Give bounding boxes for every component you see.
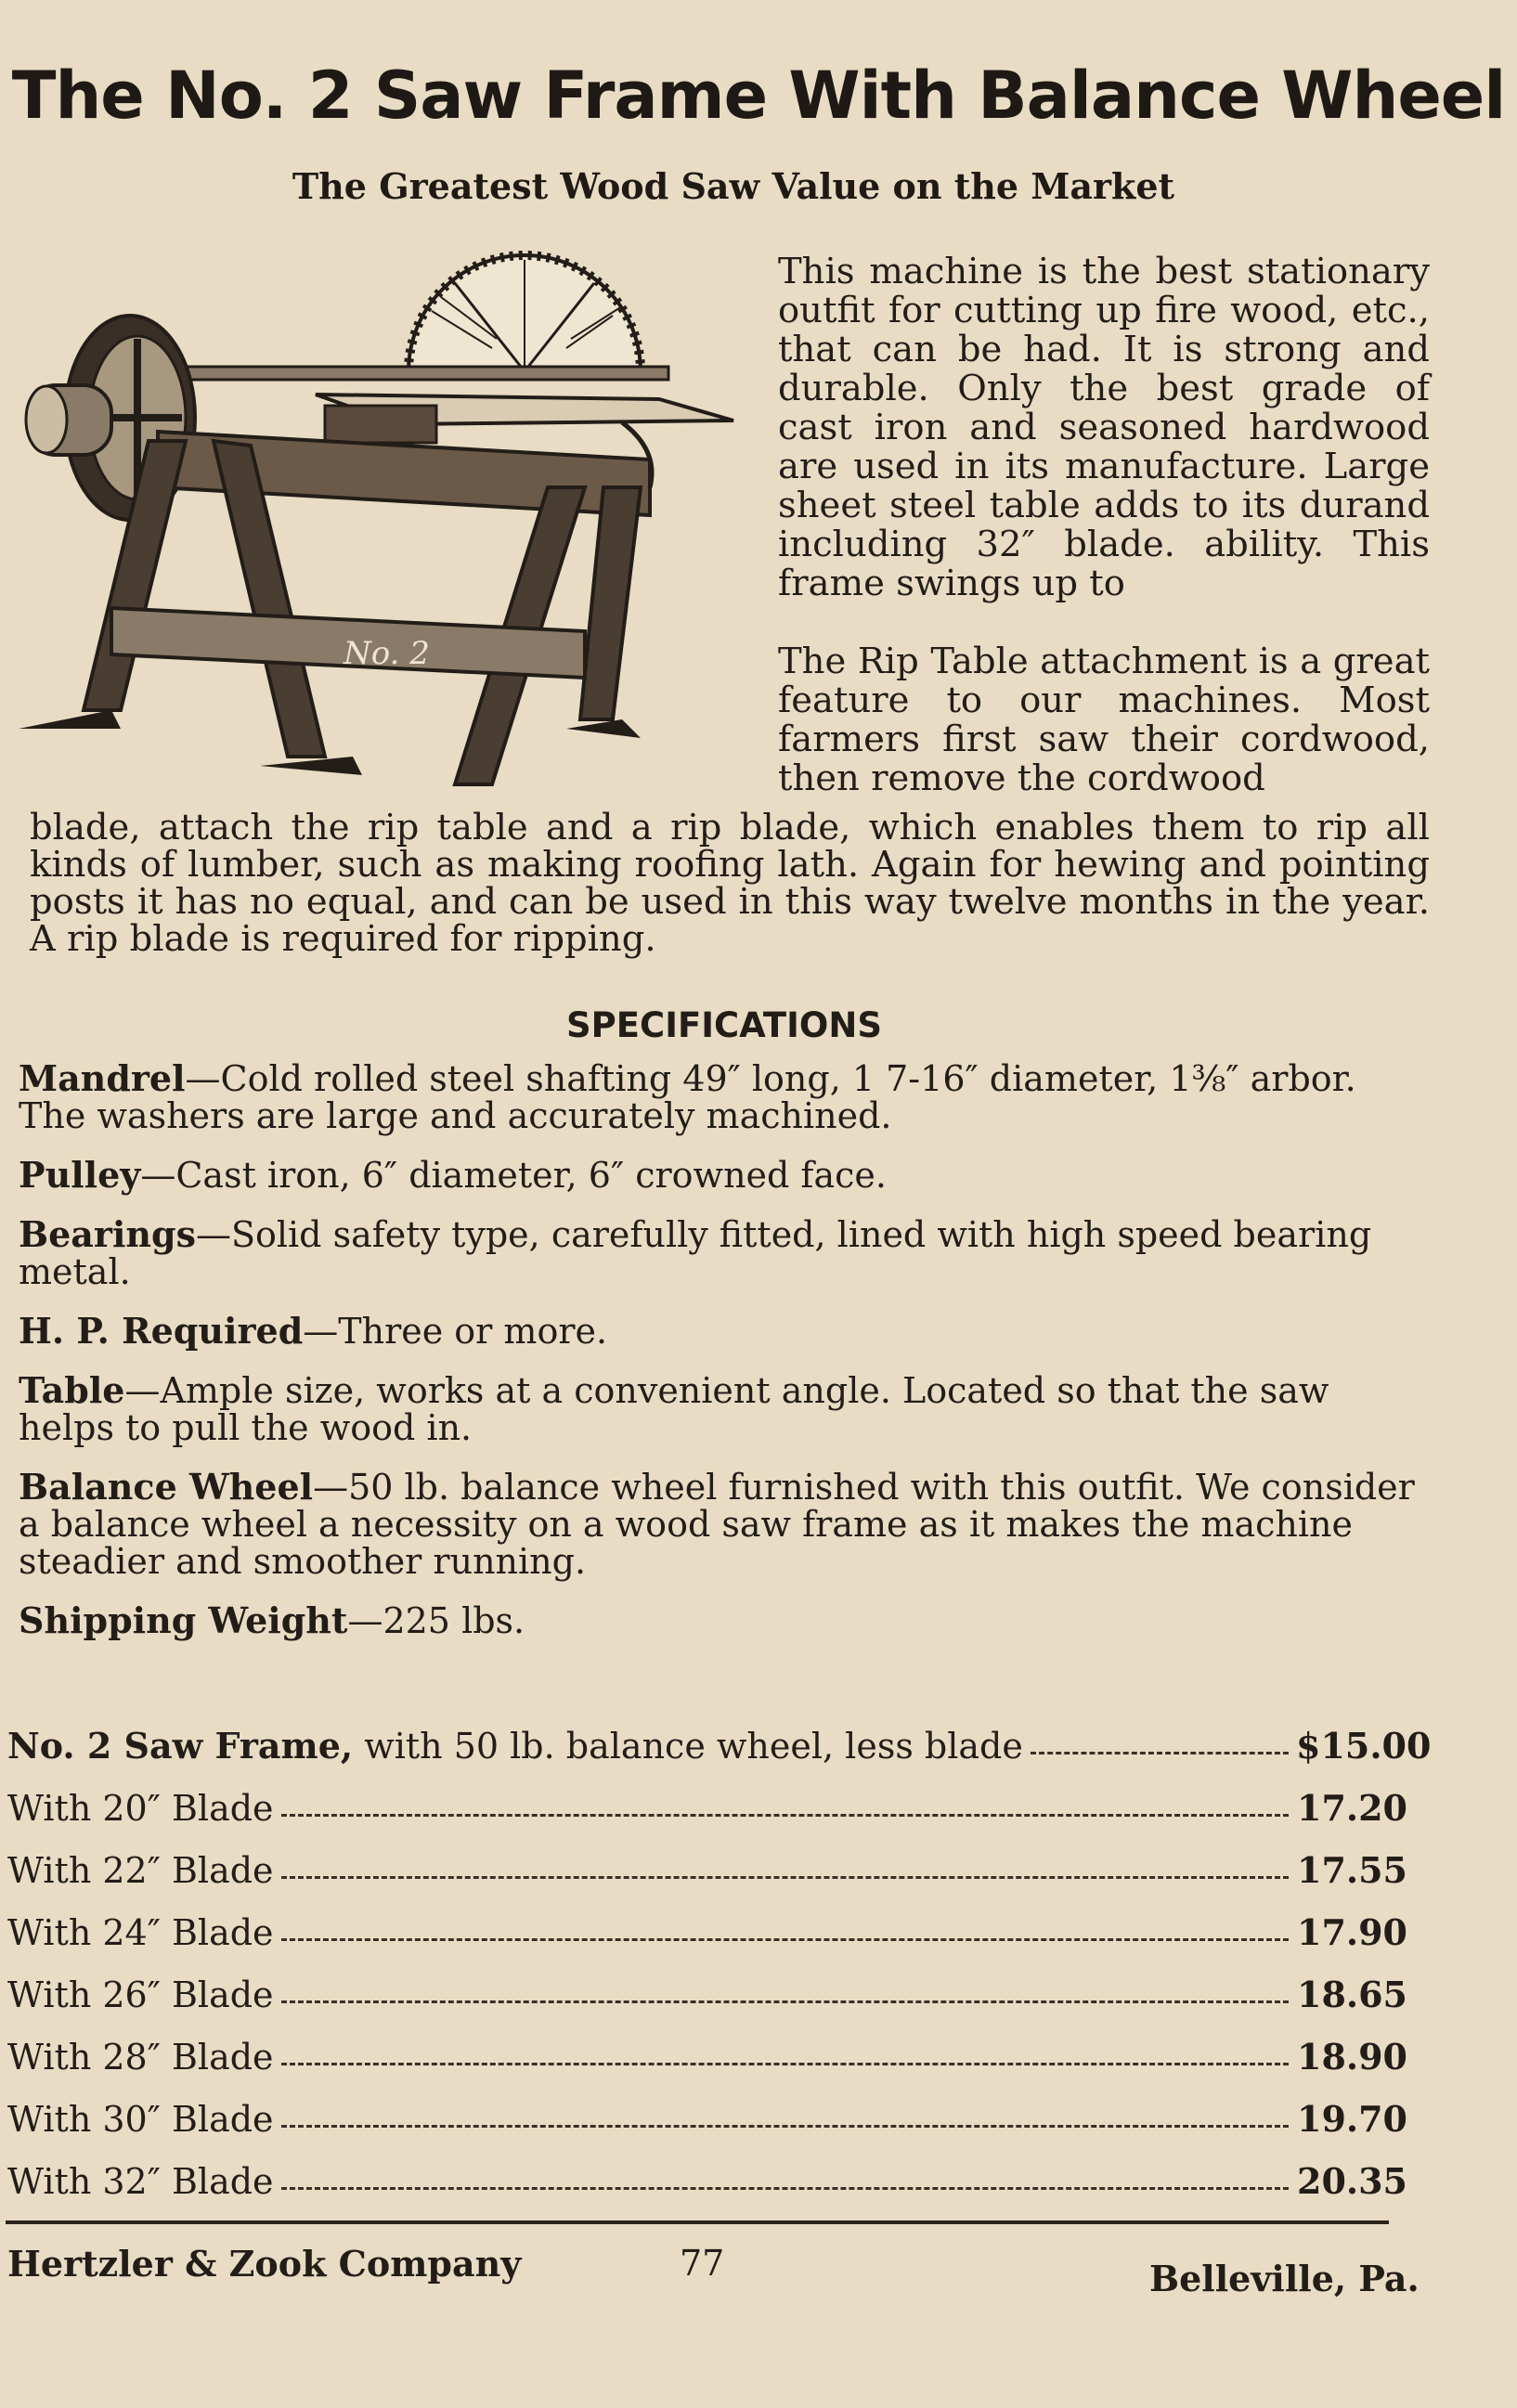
spec-term: Table [19,1369,125,1411]
dot-leader [281,1814,1289,1817]
price-value: 19.70 [1297,2098,1407,2140]
price-label: With 20″ Blade [7,1788,274,1829]
spec-term: Mandrel [19,1057,186,1099]
spec-text: —Solid safety type, carefully fitted, lined with high speed bearing metal. [19,1214,1372,1292]
price-value: 20.35 [1297,2160,1407,2202]
page-subtitle: The Greatest Wood Saw Value on the Market [292,165,1175,207]
price-label: With 30″ Blade [7,2099,274,2140]
saw-blade-icon [408,255,641,371]
dot-leader [1031,1752,1289,1754]
spec-text: —Cold rolled steel shafting 49″ long, 1 7-16″ diameter, 1⅜″ arbor. The washers are large and accurately machined. [19,1058,1356,1136]
price-desc: with 50 lb. balance wheel, less blade [353,1726,1023,1767]
specifications-heading: SPECIFICATIONS [566,1005,882,1045]
footer-rule [6,2220,1389,2224]
spec-term: Pulley [19,1154,141,1196]
price-label [7,1725,1023,1767]
dot-leader [281,2125,1289,2128]
price-value: 17.55 [1297,1849,1407,1891]
price-label: With 24″ Blade [7,1912,274,1953]
spec-item [19,1599,1420,1641]
price-value: 18.65 [1297,1974,1407,2015]
spec-text: —50 lb. balance wheel furnished with this outfit. We consider a balance wheel a necessity on a wood saw frame as it makes the machine steadier and smoother running. [19,1467,1415,1582]
intro-paragraph-2: The Rip Table attachment is a great feature to our machines. Most farmers first saw their cordwood, then remove the cordwood [778,641,1430,799]
frame-plate-text: No. 2 [344,635,430,672]
spec-item [19,1310,1420,1352]
price-term: No. 2 Saw Frame, [7,1725,354,1767]
dot-leader [281,1938,1289,1941]
price-label: With 22″ Blade [7,1850,274,1891]
intro-text [778,252,1430,837]
price-value: 17.90 [1297,1911,1407,1953]
price-row [7,2036,1407,2098]
spec-text: —Three or more. [303,1311,608,1352]
spec-item [19,1213,1420,1292]
intro-paragraph-1: This machine is the best stationary outfit for cutting up fire wood, etc., that can be had. It is strong and durable. Only the best grade of cast iron and seasoned hardwood are used in its manufacture. Large sheet steel table adds to its durand including 32″ blade. ability. This frame swings up to [778,251,1430,604]
dot-leader [281,2000,1289,2003]
page-title: The No. 2 Saw Frame With Balance Wheel [11,58,1506,134]
spec-item [19,1154,1420,1196]
price-label: With 26″ Blade [7,1974,274,2015]
dot-leader [281,2187,1289,2190]
saw-frame-illustration [9,209,752,803]
spec-item [19,1057,1420,1136]
price-row [7,2160,1407,2222]
price-row [7,2098,1407,2160]
spec-text: —Cast iron, 6″ diameter, 6″ crowned face. [140,1155,888,1196]
spec-term: Balance Wheel [19,1466,314,1508]
spec-term: H. P. Required [19,1310,304,1352]
price-row [7,1911,1407,1974]
price-value: 18.90 [1297,2036,1407,2078]
price-value: $15.00 [1296,1725,1432,1767]
footer-location: Belleville, Pa. [1149,2258,1420,2299]
dot-leader [281,1876,1289,1879]
price-row [7,1974,1407,2036]
price-value: 17.20 [1297,1787,1407,1829]
price-row-main [7,1725,1432,1787]
spec-text: —225 lbs. [347,1600,525,1641]
spec-text: —Ample size, works at a convenient angle. Located so that the saw helps to pull the wood in. [19,1370,1329,1448]
dot-leader [281,2063,1289,2065]
spec-item [19,1369,1420,1448]
spec-term: Shipping Weight [19,1599,348,1641]
spec-term: Bearings [19,1213,196,1255]
price-row [7,1849,1407,1911]
page-number: 77 [680,2243,725,2284]
specifications-list [19,1057,1420,1662]
spec-item [19,1466,1420,1582]
price-row [7,1787,1407,1849]
intro-paragraph-2-continued: blade, attach the rip table and a rip blade, which enables them to rip all kinds of lumber, such as making roofing lath. Again for hewing and pointing posts it has no equal, and can be used in this way twelve months in the year. A rip blade is required for ripping. [30,807,1430,960]
price-label: With 28″ Blade [7,2037,274,2078]
price-label: With 32″ Blade [7,2161,274,2202]
price-list [7,1725,1432,2222]
footer-company: Hertzler & Zook Company [7,2243,522,2285]
